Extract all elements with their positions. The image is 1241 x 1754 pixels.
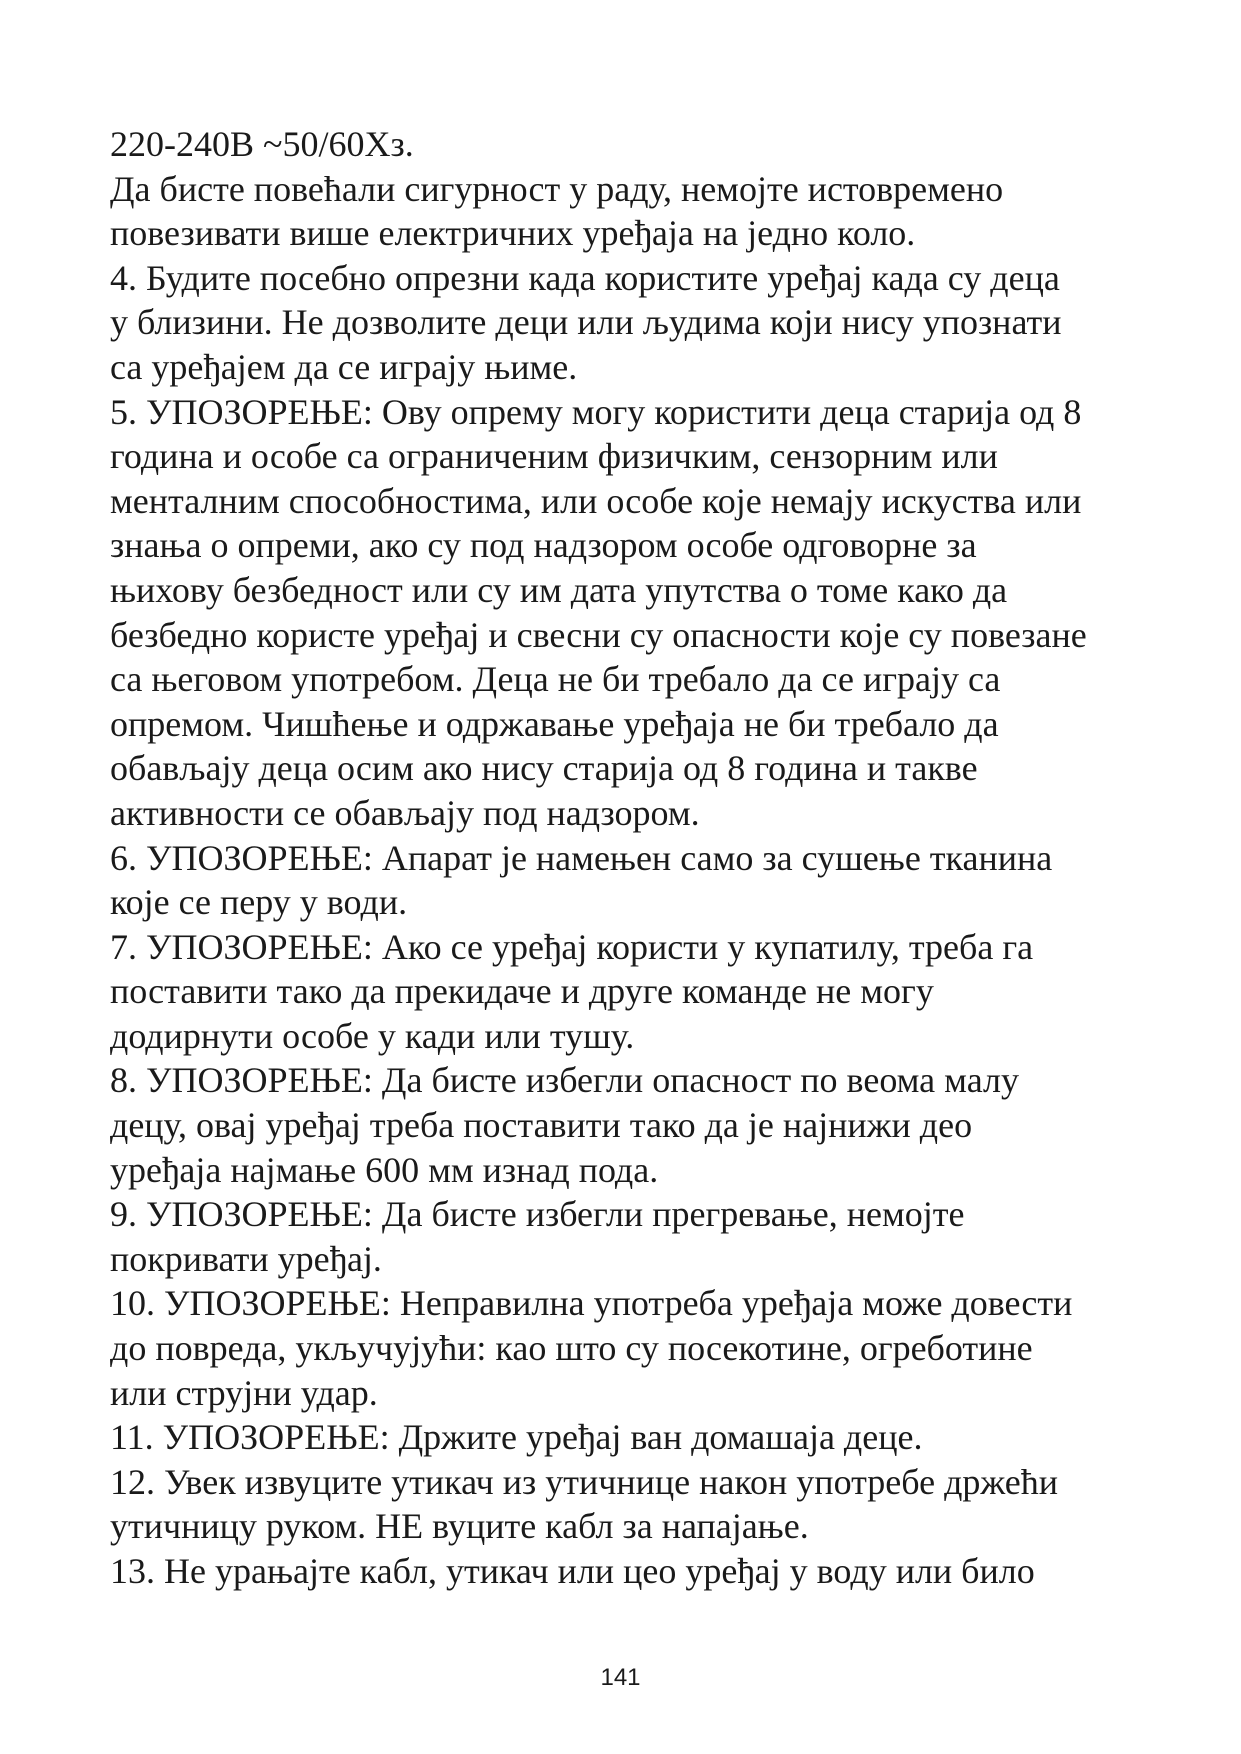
text-line: 10. УПОЗОРЕЊЕ: Неправилна употреба уређаја може довести [110, 1283, 1073, 1324]
document-body [110, 122, 1190, 1594]
page-number: 141 [600, 1664, 641, 1691]
text-line: 7. УПОЗОРЕЊЕ: Ако се уређај користи у купатилу, треба га [110, 926, 1034, 967]
text-line: опремом. Чишћење и одржавање уређаја не би требало да [110, 703, 999, 744]
text-line: које се перу у води. [110, 882, 408, 923]
text-line: поставити тако да прекидаче и друге команде не могу [110, 971, 934, 1012]
text-line: 220-240В ~50/60Хз. [110, 124, 414, 164]
text-line: година и особе са ограниченим физичким, сензорним или [110, 436, 998, 477]
text-line: Да бисте повећали сигурност у раду, немојте истовремено [110, 168, 1004, 209]
text-line: 9. УПОЗОРЕЊЕ: Да бисте избегли прегревање, немојте [110, 1194, 965, 1235]
text-line: 4. Будите посебно опрезни када користите уређај када су деца [110, 257, 1060, 298]
text-line: децу, овај уређај треба поставити тако да је најнижи део [110, 1105, 973, 1146]
text-line: додирнути особе у кади или тушу. [110, 1015, 635, 1056]
text-line: утичницу руком. НЕ вуците кабл за напајање. [110, 1506, 809, 1547]
text-line: знања о опреми, ако су под надзором особе одговорне за [110, 525, 977, 566]
text-line: до повреда, укључујући: као што су посекотине, огреботине [110, 1328, 1033, 1369]
text-line: повезивати више електричних уређаја на једно коло. [110, 213, 916, 254]
text-line: активности се обављају под надзором. [110, 792, 700, 833]
text-line: 12. Увек извуците утикач из утичнице након употребе држећи [110, 1461, 1059, 1502]
text-line: менталним способностима, или особе које немају искуства или [110, 480, 1082, 521]
text-line: у близини. Не дозволите деци или људима који нису упознати [110, 302, 1062, 343]
text-line: уређаја најмање 600 мм изнад пода. [110, 1149, 659, 1190]
text-line: или струјни удар. [110, 1372, 378, 1413]
text-line: са уређајем да се играју њиме. [110, 346, 578, 387]
text-line: 8. УПОЗОРЕЊЕ: Да бисте избегли опасност по веома малу [110, 1060, 1019, 1101]
text-line: са његовом употребом. Деца не би требало да се играју са [110, 659, 1001, 700]
text-line: покривати уређај. [110, 1238, 382, 1279]
text-line: њихову безбедност или су им дата упутства о томе како да [110, 569, 1008, 610]
text-line: обављају деца осим ако нису старија од 8 година и такве [110, 748, 978, 789]
text-line: 5. УПОЗОРЕЊЕ: Ову опрему могу користити деца старија од 8 [110, 391, 1082, 432]
text-line: 11. УПОЗОРЕЊЕ: Држите уређај ван домашаја деце. [110, 1417, 923, 1458]
text-line: 13. Не урањајте кабл, утикач или цео уређај у воду или било [110, 1551, 1035, 1591]
text-line: безбедно користе уређај и свесни су опасности које су повезане [110, 614, 1087, 655]
text-line: 6. УПОЗОРЕЊЕ: Апарат је намењен само за сушење тканина [110, 837, 1053, 878]
